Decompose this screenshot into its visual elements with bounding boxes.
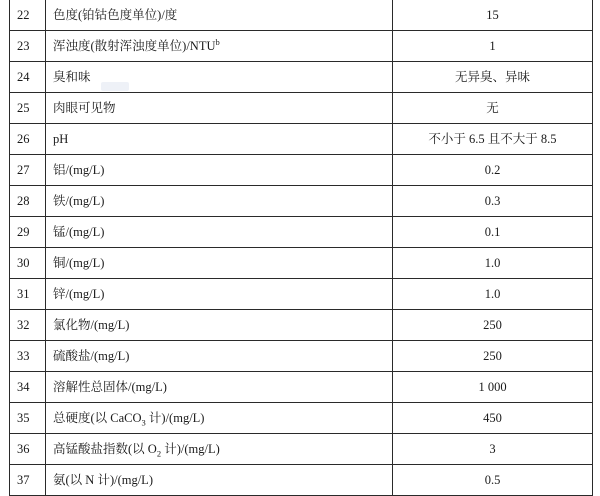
- row-value: 无: [393, 93, 593, 124]
- table-row: [10, 217, 593, 248]
- row-number: 32: [10, 310, 46, 341]
- row-item-text: 锰/(mg/L): [53, 224, 105, 239]
- row-item: [46, 62, 393, 93]
- row-number: 24: [10, 62, 46, 93]
- row-item-text: 色度(铂钴色度单位)/度: [53, 7, 178, 22]
- table-row: [10, 403, 593, 434]
- row-number: 26: [10, 124, 46, 155]
- row-item-subscript: 2: [156, 448, 162, 458]
- row-item: [46, 434, 393, 465]
- row-value: 1: [393, 31, 593, 62]
- table-row: [10, 310, 593, 341]
- row-item-text: 锌/(mg/L): [53, 286, 105, 301]
- row-value: 250: [393, 310, 593, 341]
- row-item-text: 高锰酸盐指数(以 O: [53, 441, 157, 456]
- row-number: 36: [10, 434, 46, 465]
- table-row: [10, 372, 593, 403]
- row-item: [46, 465, 393, 496]
- table-row: [10, 62, 593, 93]
- row-item: [46, 279, 393, 310]
- row-item-text: 铝/(mg/L): [53, 162, 105, 177]
- table-row: [10, 279, 593, 310]
- row-item-subscript: 3: [141, 417, 146, 427]
- table-row: [10, 31, 593, 62]
- row-number: 23: [10, 31, 46, 62]
- water-quality-specification-table: [9, 0, 593, 496]
- table-row: [10, 341, 593, 372]
- row-number: 31: [10, 279, 46, 310]
- row-value: 3: [393, 434, 593, 465]
- row-value: 不小于 6.5 且不大于 8.5: [393, 124, 593, 155]
- row-value: 1.0: [393, 279, 593, 310]
- row-item: [46, 248, 393, 279]
- row-item: [46, 0, 393, 31]
- row-number: 33: [10, 341, 46, 372]
- row-item: [46, 217, 393, 248]
- row-item-text: 浑浊度(散射浑浊度单位)/NTU: [53, 38, 216, 53]
- row-item: [46, 186, 393, 217]
- row-value: 0.3: [393, 186, 593, 217]
- table-row: [10, 248, 593, 279]
- row-value: 250: [393, 341, 593, 372]
- row-item-text: 总硬度(以 CaCO: [53, 410, 142, 425]
- row-item-text: 臭和味: [53, 69, 91, 84]
- row-item-superscript: b: [215, 36, 220, 47]
- row-value: 450: [393, 403, 593, 434]
- row-value: 1.0: [393, 248, 593, 279]
- row-item-text: 铁/(mg/L): [53, 193, 105, 208]
- row-number: 25: [10, 93, 46, 124]
- row-item: [46, 31, 393, 62]
- row-number: 30: [10, 248, 46, 279]
- row-number: 34: [10, 372, 46, 403]
- row-item: [46, 341, 393, 372]
- row-value: 15: [393, 0, 593, 31]
- row-item-text: 氯化物/(mg/L): [53, 317, 130, 332]
- table-row: [10, 124, 593, 155]
- table-row: [10, 93, 593, 124]
- row-item-text: 硫酸盐/(mg/L): [53, 348, 130, 363]
- row-item: [46, 93, 393, 124]
- row-item-suffix: 计)/(mg/L): [145, 410, 205, 425]
- table-row: [10, 186, 593, 217]
- table-row: [10, 155, 593, 186]
- row-number: 28: [10, 186, 46, 217]
- table-row: [10, 465, 593, 496]
- row-item: [46, 155, 393, 186]
- row-item-text: 氨(以 N 计)/(mg/L): [53, 472, 153, 487]
- row-item: [46, 372, 393, 403]
- table-row: [10, 0, 593, 31]
- row-item-text: 溶解性总固体/(mg/L): [53, 379, 167, 394]
- table-body: [10, 0, 593, 496]
- row-value: 0.1: [393, 217, 593, 248]
- row-value: 0.2: [393, 155, 593, 186]
- row-item: [46, 124, 393, 155]
- row-value: 1 000: [393, 372, 593, 403]
- row-number: 22: [10, 0, 46, 31]
- row-item-suffix: 计)/(mg/L): [161, 441, 220, 456]
- row-value: 0.5: [393, 465, 593, 496]
- row-number: 27: [10, 155, 46, 186]
- row-value: 无异臭、异味: [393, 62, 593, 93]
- row-number: 35: [10, 403, 46, 434]
- row-number: 29: [10, 217, 46, 248]
- row-item-text: 铜/(mg/L): [53, 255, 105, 270]
- row-item-text: 肉眼可见物: [53, 100, 116, 115]
- row-item: [46, 310, 393, 341]
- row-number: 37: [10, 465, 46, 496]
- row-item: [46, 403, 393, 434]
- row-item-text: pH: [53, 131, 69, 146]
- table-row: [10, 434, 593, 465]
